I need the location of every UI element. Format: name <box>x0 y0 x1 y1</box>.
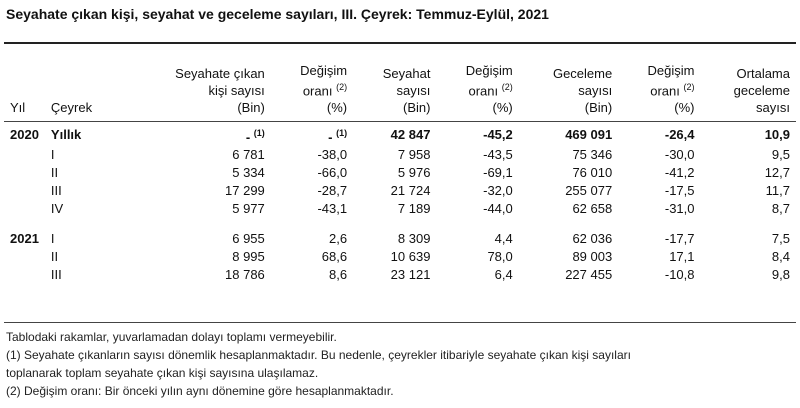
note-rounding: Tablodaki rakamlar, yuvarlamadan dolayı toplamı vermeyebilir. <box>6 330 337 344</box>
stats-table <box>4 48 796 284</box>
header-avg-nights: Ortalama geceleme sayısı <box>733 66 790 115</box>
header-change-1: Değişim oranı $^{(2)}$ (%) <box>300 62 348 115</box>
table-title: Seyahate çıkan kişi, seyahat ve geceleme sayıları, III. Çeyrek: Temmuz-Eylül, 2021 <box>6 6 549 22</box>
header-row <box>4 48 796 118</box>
table-row: 2020 Yıllık - $^{(1)}$ - $^{(1)}$ 42 847 -45,2 469 091 -26,4 10,9 <box>10 127 790 145</box>
table-row: I 6 781 -38,0 7 958 -43,5 75 346 -30,0 9,5 <box>50 147 790 163</box>
header-trips: Seyahat sayısı (Bin) <box>382 66 431 115</box>
top-rule <box>4 42 796 44</box>
header-quarter: Çeyrek <box>50 100 93 115</box>
table-row: IV 5 977 -43,1 7 189 -44,0 62 658 -31,0 8,7 <box>50 201 790 217</box>
header-change-2: Değişim oranı $^{(2)}$ (%) <box>465 62 513 115</box>
note-1-line-1: (1) Seyahate çıkanların sayısı dönemlik hesaplanmaktadır. Bu nedenle, çeyrekler itibariyle seyahate çıkan kişi sayıları <box>6 348 631 362</box>
bottom-rule <box>4 322 796 323</box>
table-row: III 18 786 8,6 23 121 6,4 227 455 -10,8 9,8 <box>50 267 790 283</box>
table-row: II 8 995 68,6 10 639 78,0 89 003 17,1 8,4 <box>50 249 790 265</box>
table-row: III 17 299 -28,7 21 724 -32,0 255 077 -17,5 11,7 <box>50 183 790 199</box>
header-year: Yıl <box>10 100 26 115</box>
table-row: II 5 334 -66,0 5 976 -69,1 76 010 -41,2 12,7 <box>50 165 790 181</box>
table-notes <box>6 328 631 400</box>
header-nights: Geceleme sayısı (Bin) <box>552 66 613 115</box>
header-travellers: Seyahate çıkan kişi sayısı (Bin) <box>175 66 265 115</box>
table-row: 2021 I 6 955 2,6 8 309 4,4 62 036 -17,7 7,5 <box>10 231 790 247</box>
note-2: (2) Değişim oranı: Bir önceki yılın aynı dönemine göre hesaplanmaktadır. <box>6 384 394 398</box>
header-change-3: Değişim oranı $^{(2)}$ (%) <box>647 62 695 115</box>
note-1-line-2: toplanarak toplam seyahate çıkan kişi sayısına ulaşılamaz. <box>6 366 319 380</box>
